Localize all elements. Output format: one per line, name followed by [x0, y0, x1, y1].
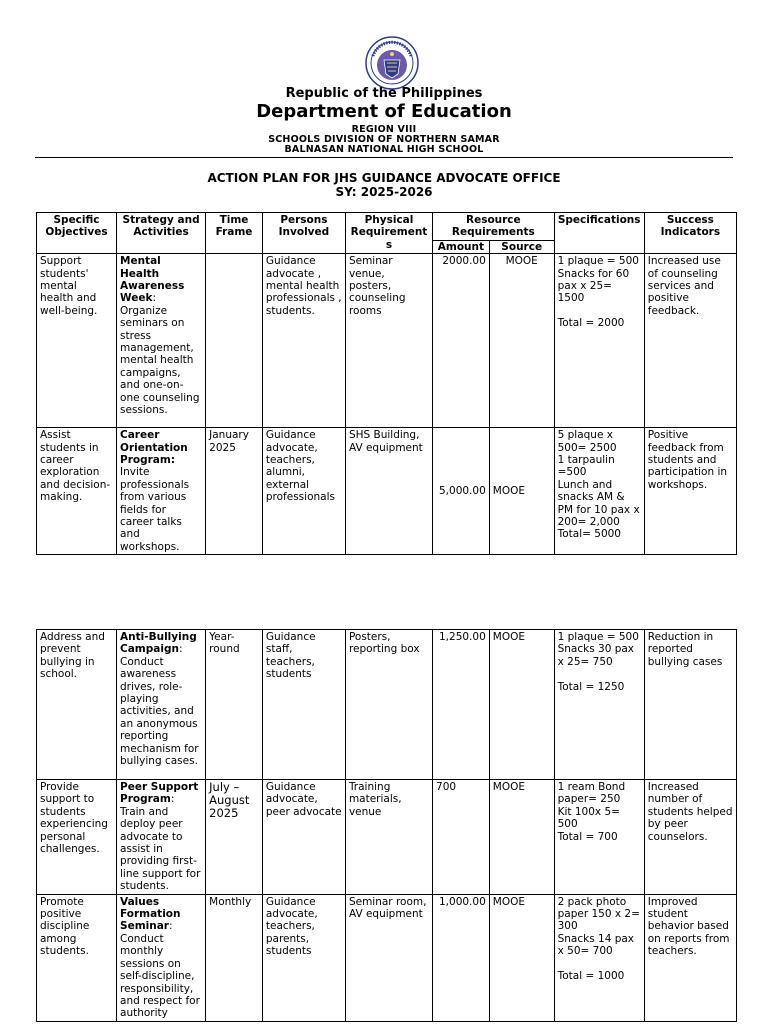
- strategy-title: Career Orientation Program:: [120, 429, 188, 467]
- strategy-body: Train and deploy peer advocate to assist in providing first-line support for students.: [120, 805, 201, 893]
- strategy-sep: :: [168, 920, 173, 933]
- objective-cell: Support students' mental health and well-being.: [37, 254, 117, 428]
- time-cell: [206, 254, 263, 428]
- time-cell: Monthly: [206, 894, 263, 1021]
- col-header-time: Time Frame: [206, 213, 263, 254]
- success-cell: Positive feedback from students and participation in workshops.: [644, 428, 736, 555]
- header-divider: [35, 157, 733, 158]
- source-cell: MOOE: [489, 894, 554, 1021]
- time-cell: January 2025: [206, 428, 263, 555]
- table-row: [37, 894, 737, 1021]
- strategy-cell: [117, 254, 206, 428]
- success-cell: Improved student behavior based on reports from teachers.: [644, 894, 736, 1021]
- strategy-title: Values Formation Seminar: [120, 895, 181, 933]
- success-cell: Increased use of counseling services and positive feedback.: [644, 254, 736, 428]
- physical-cell: Training materials, venue: [345, 780, 432, 895]
- republic-line: Republic of the Philippines: [285, 86, 483, 101]
- division-line: SCHOOLS DIVISION OF NORTHERN SAMAR: [268, 134, 500, 145]
- region-line: REGION VIII: [351, 124, 417, 135]
- strategy-cell: [117, 428, 206, 555]
- school-year: SY: 2025-2026: [335, 185, 433, 199]
- objective-cell: Promote positive discipline among students.: [37, 894, 117, 1021]
- document-title: ACTION PLAN FOR JHS GUIDANCE ADVOCATE OFFICE: [207, 171, 561, 185]
- persons-cell: Guidance advocate, peer advocate: [262, 780, 345, 895]
- specs-cell: 1 plaque = 500 Snacks 30 pax x 25= 750 Total = 1250: [554, 630, 644, 780]
- strategy-body: Invite professionals from various fields for career talks and workshops.: [120, 466, 190, 553]
- col-header-success: Success Indicators: [644, 213, 736, 254]
- success-cell: Increased number of students helped by peer counselors.: [644, 780, 736, 895]
- strategy-cell: [117, 630, 206, 780]
- col-header-source: Source: [489, 240, 554, 253]
- strategy-cell: [117, 894, 206, 1021]
- amount-cell: 1,000.00: [433, 894, 490, 1021]
- physical-cell: Posters, reporting box: [345, 630, 432, 780]
- specs-cell: 2 pack photo paper 150 x 2= 300 Snacks 14 pax x 50= 700 Total = 1000: [554, 894, 644, 1021]
- strategy-title: Anti-Bullying Campaign: [120, 631, 197, 656]
- deped-seal-icon: [365, 36, 419, 90]
- specs-cell: 1 ream Bond paper= 250 Kit 100x 5= 500 Total = 700: [554, 780, 644, 895]
- amount-cell: 5,000.00: [433, 428, 490, 555]
- col-header-strategy: Strategy and Activities: [117, 213, 206, 254]
- specs-cell: 1 plaque = 500 Snacks for 60 pax x 25= 1500 Total = 2000: [554, 254, 644, 428]
- amount-cell: 700: [433, 780, 490, 895]
- source-cell: MOOE: [489, 428, 554, 555]
- physical-cell: Seminar venue, posters, counseling rooms: [345, 254, 432, 428]
- strategy-body: Conduct awareness drives, role-playing activities, and an anonymous reporting mechanism for bullying cases.: [120, 655, 199, 768]
- school-line: BALNASAN NATIONAL HIGH SCHOOL: [284, 144, 484, 155]
- col-header-specs: Specifications: [554, 213, 644, 254]
- strategy-body: Organize seminars on stress management, mental health campaigns, and one-on-one counseling sessions.: [120, 304, 200, 417]
- col-header-persons: Persons Involved: [262, 213, 345, 254]
- objective-cell: Address and prevent bullying in school.: [37, 630, 117, 780]
- col-header-resource: Resource Requirements: [433, 213, 555, 241]
- strategy-cell: [117, 780, 206, 895]
- strategy-sep: :: [170, 793, 175, 806]
- time-cell: July – August 2025: [206, 780, 263, 895]
- amount-cell: 2000.00: [433, 254, 490, 428]
- persons-cell: Guidance advocate, teachers, alumni, external professionals: [262, 428, 345, 555]
- objective-cell: Provide support to students experiencing personal challenges.: [37, 780, 117, 895]
- source-cell: MOOE: [489, 630, 554, 780]
- time-cell: Year-round: [206, 630, 263, 780]
- physical-cell: Seminar room, AV equipment: [345, 894, 432, 1021]
- persons-cell: Guidance advocate , mental health professionals , students.: [262, 254, 345, 428]
- table-row: [37, 428, 737, 555]
- col-header-amount: Amount: [433, 240, 490, 253]
- action-plan-table-page-1: [36, 212, 737, 555]
- strategy-body: Conduct monthly sessions on self-discipline, responsibility, and respect for authority: [120, 932, 200, 1020]
- source-cell: MOOE: [489, 780, 554, 895]
- action-plan-table-page-2: [36, 629, 737, 1022]
- strategy-sep: :: [152, 292, 156, 305]
- col-header-physical: Physical Requirements: [345, 213, 432, 254]
- specs-cell: 5 plaque x 500= 2500 1 tarpaulin =500 Lunch and snacks AM & PM for 10 pax x 200= 2,000 Total= 5000: [554, 428, 644, 555]
- amount-cell: 1,250.00: [433, 630, 490, 780]
- table-row: [37, 780, 737, 895]
- table-row: [37, 254, 737, 428]
- department-name: Department of Education: [256, 101, 512, 122]
- persons-cell: Guidance staff, teachers, students: [262, 630, 345, 780]
- strategy-sep: :: [178, 643, 183, 656]
- source-cell: MOOE: [489, 254, 554, 428]
- strategy-title: Mental Health Awareness Week: [120, 255, 185, 305]
- col-header-objectives: Specific Objectives: [37, 213, 117, 254]
- success-cell: Reduction in reported bullying cases: [644, 630, 736, 780]
- table-row: [37, 630, 737, 780]
- physical-cell: SHS Building, AV equipment: [345, 428, 432, 555]
- strategy-title: Peer Support Program: [120, 781, 199, 806]
- objective-cell: Assist students in career exploration and decision-making.: [37, 428, 117, 555]
- persons-cell: Guidance advocate, teachers, parents, students: [262, 894, 345, 1021]
